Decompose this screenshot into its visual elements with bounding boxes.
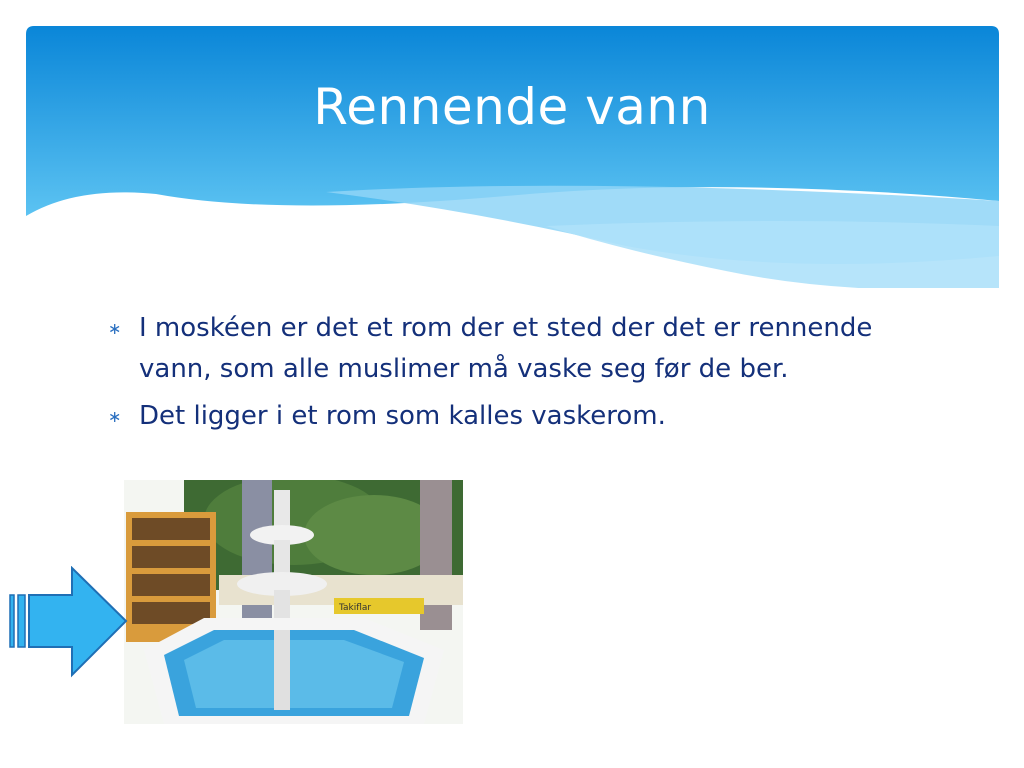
bullet-text: Det ligger i et rom som kalles vaskerom. <box>139 401 666 431</box>
photo-sign-text: Takiflar <box>339 603 372 613</box>
header-banner <box>26 26 999 288</box>
slide-title: Rennende vann <box>313 78 711 136</box>
bullet-item <box>108 396 898 437</box>
fountain-photo <box>124 480 463 724</box>
bullet-list <box>108 308 898 443</box>
bullet-item <box>108 308 898 390</box>
bullet-text: I moskéen er det et rom der et sted der det er rennende vann, som alle muslimer må vaske seg før de ber. <box>139 313 873 384</box>
header-wave-graphic <box>26 26 999 288</box>
right-arrow-icon <box>8 566 130 678</box>
bullet-marker: ∗ <box>108 319 122 338</box>
bullet-marker: ∗ <box>108 407 122 426</box>
